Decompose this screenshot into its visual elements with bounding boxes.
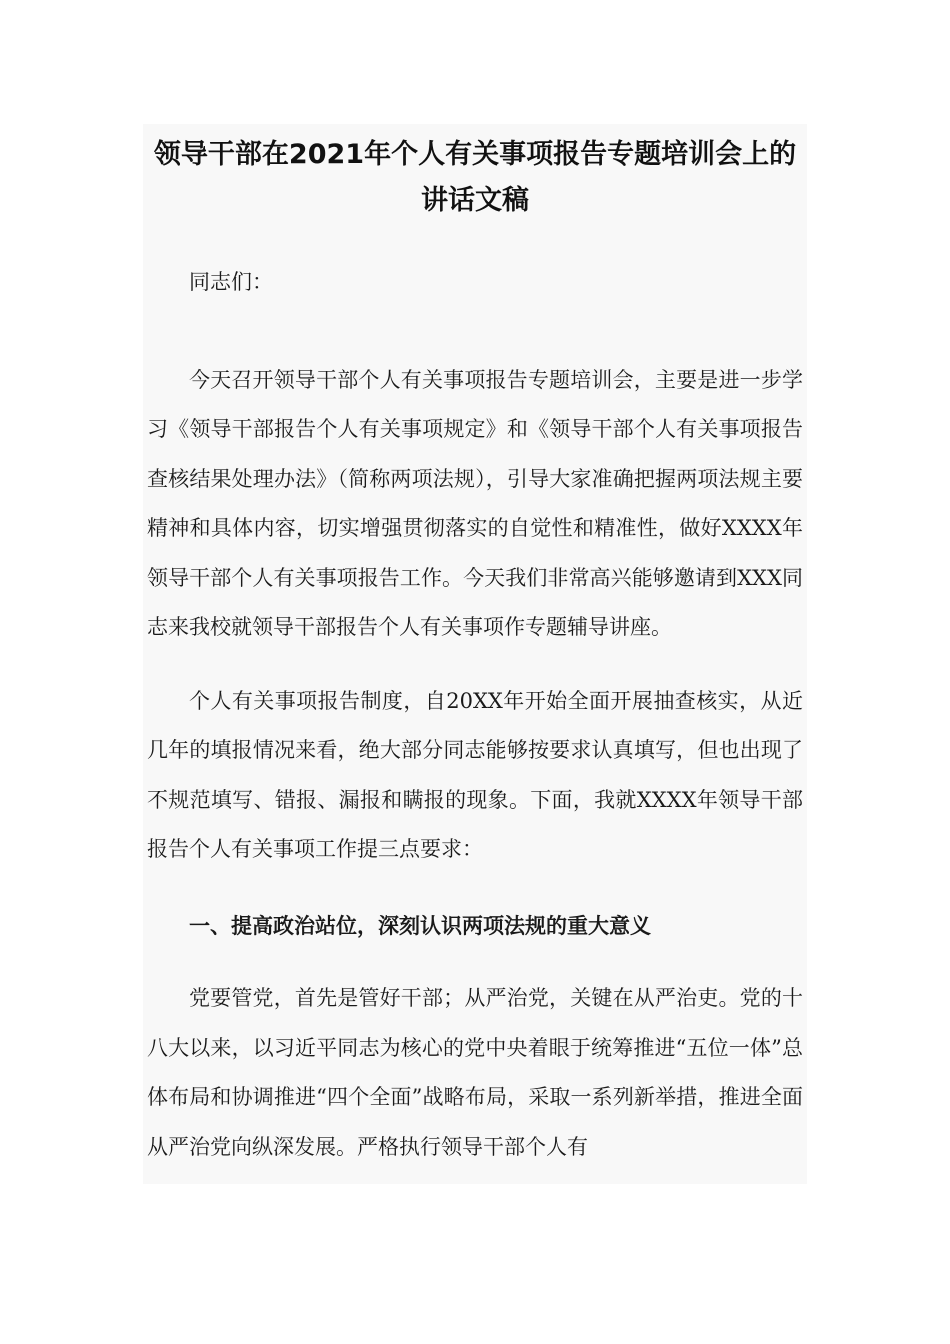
paragraph-requirements: 个人有关事项报告制度，自20XX年开始全面开展抽查核实，从近几年的填报情况来看，绝大部分同志能够按要求认真填写，但也出现了不规范填写、错报、漏报和瞒报的现象。下面，我就XXXX年领导干部报告个人有关事项工作提三点要求： xyxy=(147,688,803,861)
paragraph-intro: 今天召开领导干部个人有关事项报告专题培训会，主要是进一步学习《领导干部报告个人有关事项规定》和《领导干部个人有关事项报告查核结果处理办法》（简称两项法规），引导大家准确把握两项法规主要精神和具体内容，切实增强贯彻落实的自觉性和精准性，做好XXXX年领导干部个人有关事项报告工作。今天我们非常高兴能够邀请到XXX同志来我校就领导干部报告个人有关事项作专题辅导讲座。 xyxy=(147,367,803,639)
document-title: 领导干部在2021年个人有关事项报告专题培训会上的讲话文稿 xyxy=(153,139,797,216)
salutation: 同志们： xyxy=(189,270,273,294)
section-paragraph: 党要管党，首先是管好干部；从严治党，关键在从严治吏。党的十八大以来，以习近平同志为核心的党中央着眼于统筹推进“五位一体”总体布局和协调推进“四个全面”战略布局，采取一系列新举措，推进全面从严治党向纵深发展。严格执行领导干部个人有 xyxy=(147,986,803,1159)
section-heading: 一、提高政治站位，深刻认识两项法规的重大意义 xyxy=(189,912,651,938)
document-page xyxy=(143,124,807,1184)
